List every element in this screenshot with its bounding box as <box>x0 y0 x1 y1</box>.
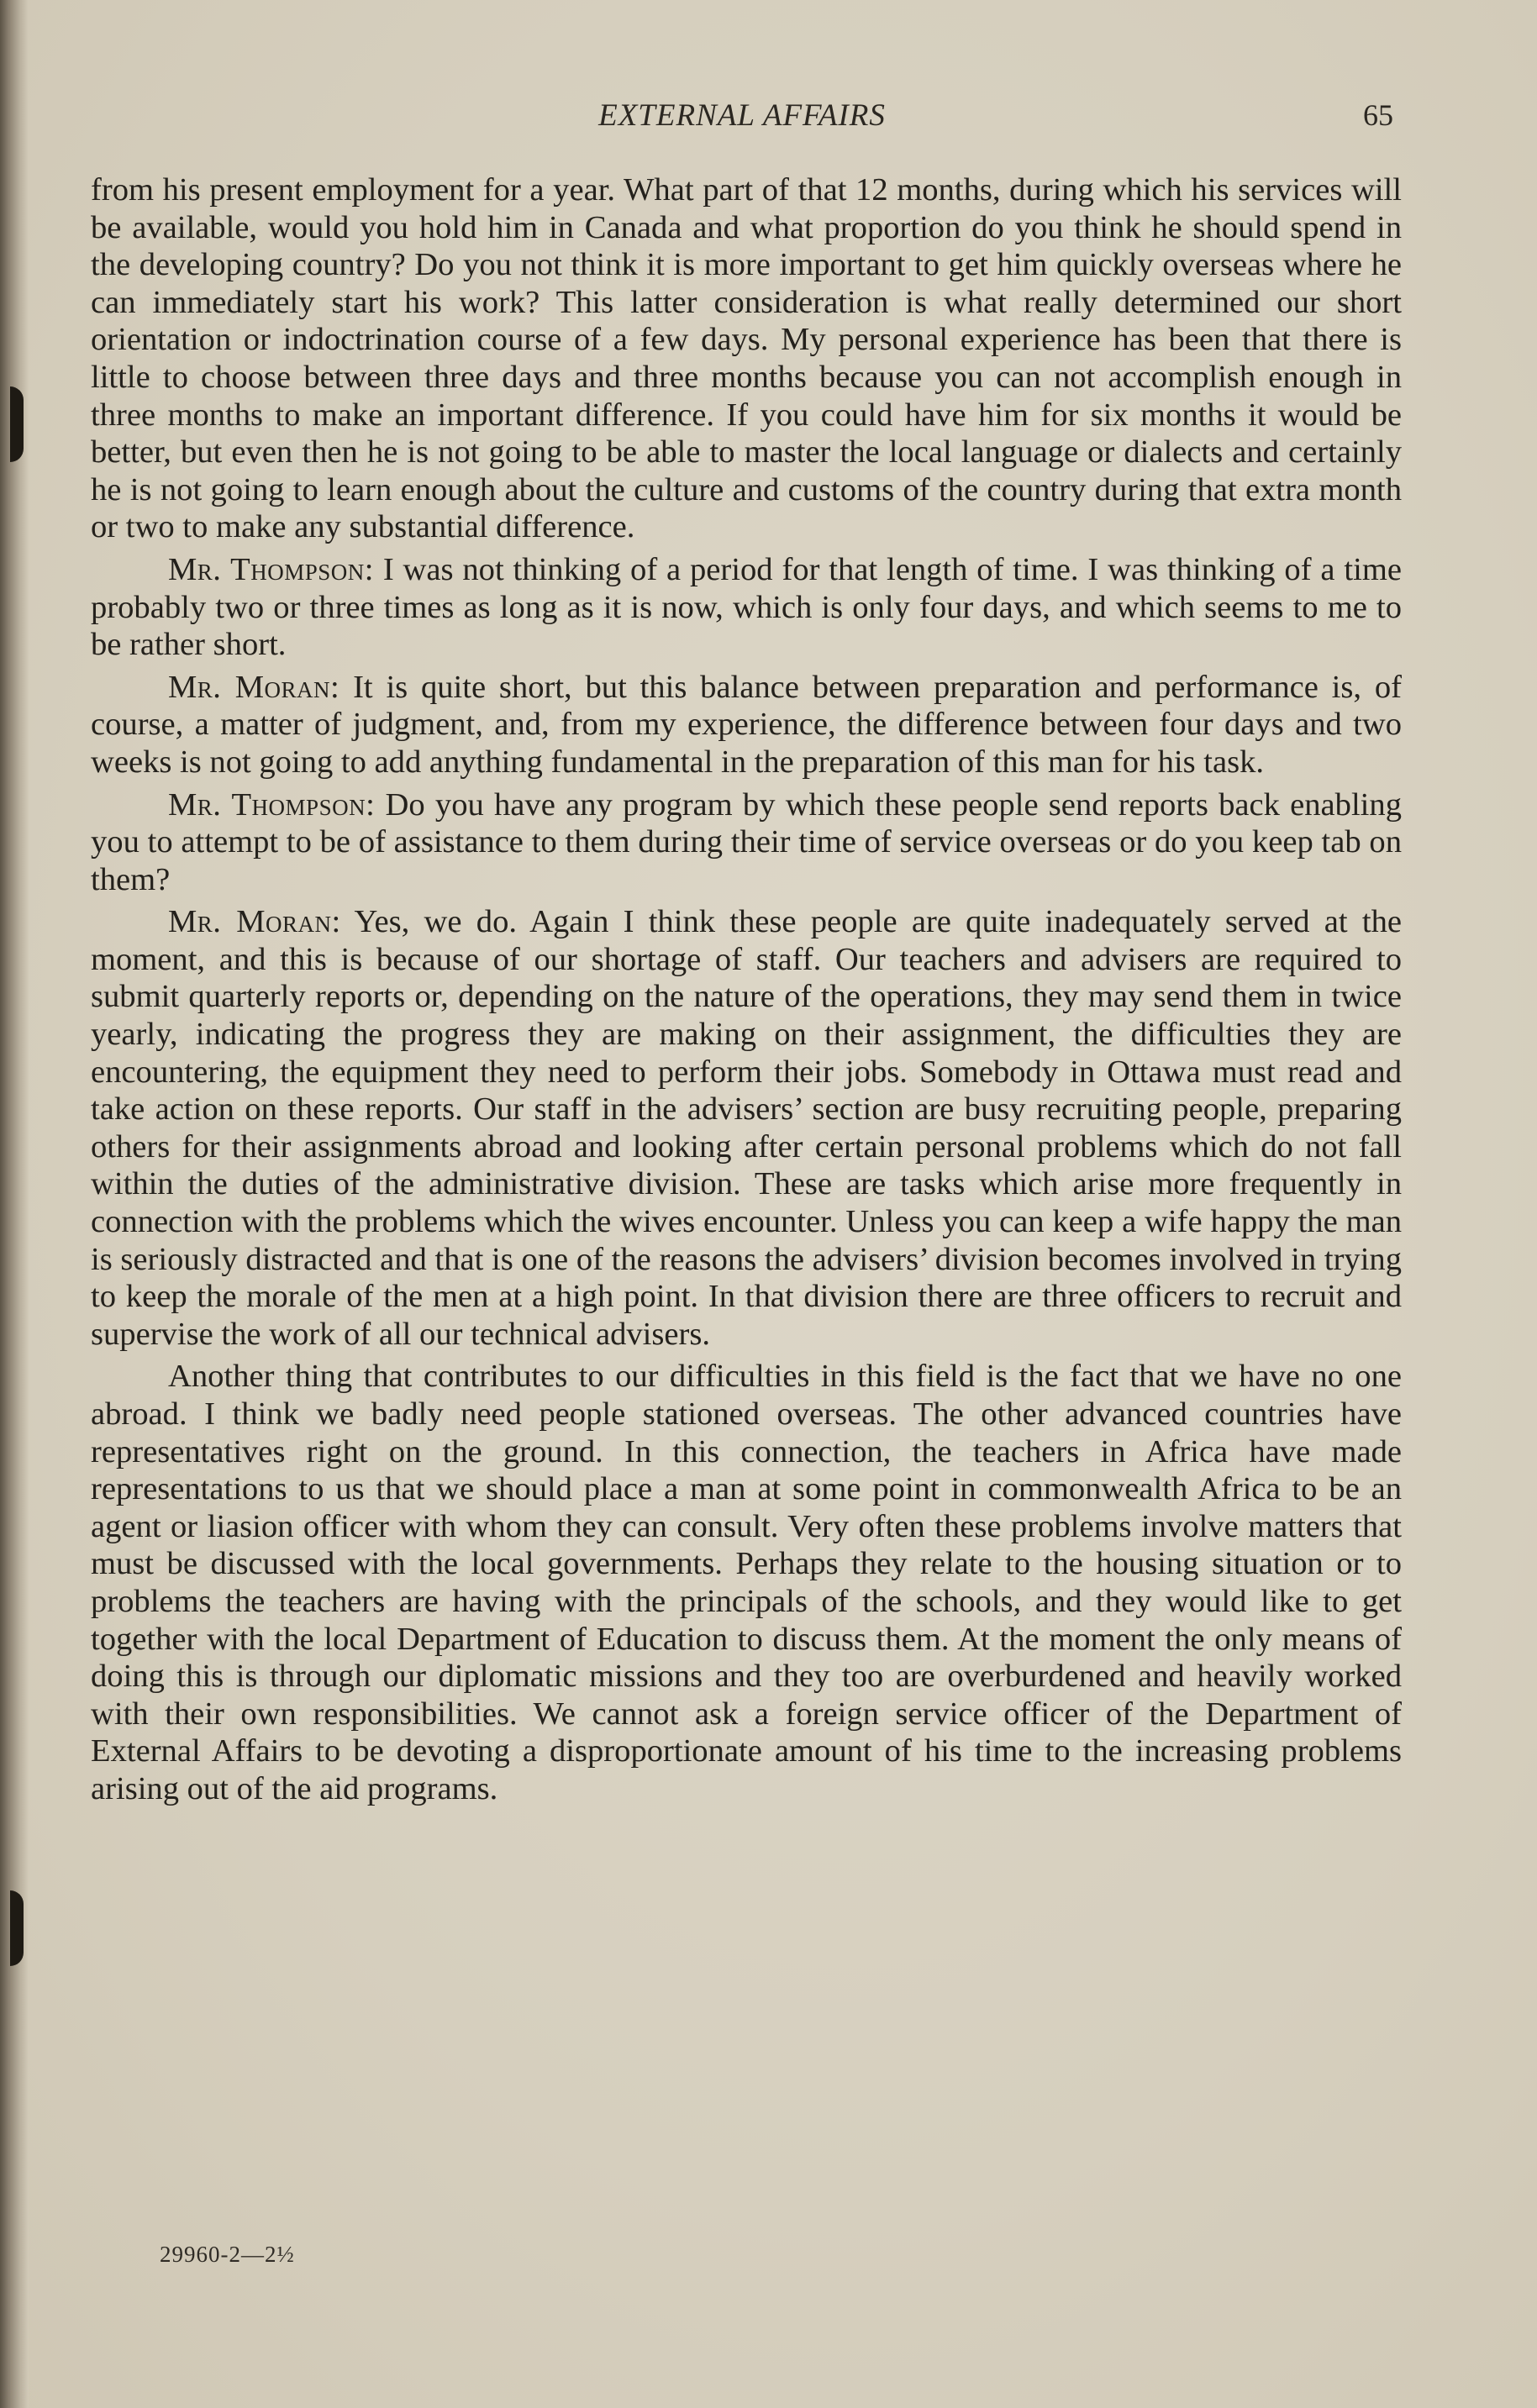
body-text <box>91 171 1402 1813</box>
paragraph-another-thing <box>91 1358 1402 1807</box>
page-header <box>91 97 1393 139</box>
paragraph-text: from his present employment for a year. What part of that 12 months, during which his services will be available, would you hold him in Canada and what proportion do you think he should spend in the developing country? Do you not think it is more important to get him quickly overseas where he can immediately start his work? This latter consideration is what really determined our short orientation or indoctrination course of a few days. My personal experience has been that there is little to choose between three days and three months because you can not accomplish enough in three months to make an important difference. If you could have him for six months it would be better, but even then he is not going to be able to master the local language or dialects and certainly he is not going to learn enough about the culture and customs of the country during that extra month or two to make any substantial difference. <box>91 172 1402 545</box>
paragraph-text: Do you have any program by which these people send reports back enabling you to attempt to be of assistance to them during their time of service overseas or do you keep tab on them? <box>91 786 1402 897</box>
paragraph-text: Yes, we do. Again I think these people are quite inadequately served at the moment, and this is because of our shortage of staff. Our teachers and advisers are required to submit quarterly reports or, depending on the nature of the operations, they may send them in twice yearly, indicating the progress they are making on their assignment, the difficulties they are encountering, the equipment they need to perform their jobs. Somebody in Ottawa must read and take action on these reports. Our staff in the advisers’ section are busy recruiting people, preparing others for their assignments abroad and looking after certain personal problems which do not fall within the duties of the administrative division. These are tasks which arise more frequently in connection with the problems which the wives encounter. Unless you can keep a wife happy the man is seriously distracted and that is one of the reasons the advisers’ division becomes involved in trying to keep the morale of the men at a high point. In that division there are three officers to recruit and supervise the work of all our technical advisers. <box>91 904 1403 1352</box>
paragraph-thompson-2 <box>91 786 1402 899</box>
speaker-name: Mr. Moran: <box>168 669 340 705</box>
binding-notch-upper <box>10 386 24 462</box>
speaker-name: Mr. Thompson: <box>168 786 376 823</box>
paragraph-moran-1 <box>91 669 1402 781</box>
binding-notch-lower <box>10 1890 24 1966</box>
paragraph-continuation <box>91 171 1402 546</box>
paragraph-thompson-1 <box>91 551 1402 664</box>
paragraph-text: Another thing that contributes to our difficulties in this field is the fact that we have no one abroad. I think we badly need people stationed overseas. The other advanced countries have representatives right on the ground. In this connection, the teachers in Africa have made representations to us that we should place a man at some point in commonwealth Africa to be an agent or liasion officer with whom they can consult. Very often these problems involve matters that must be discussed with the local governments. Perhaps they relate to the housing situation or to problems the teachers are having with the principals of the schools, and they would like to get together with the local Department of Education to discuss them. At the moment the only means of doing this is through our diplomatic missions and they too are overburdened and heavily worked with their own responsibilities. We cannot ask a foreign service officer of the Department of External Affairs to be devoting a disproportionate amount of his time to the increasing problems arising out of the aid programs. <box>91 1359 1402 1806</box>
running-head: EXTERNAL AFFAIRS <box>598 98 886 133</box>
paragraph-text: It is quite short, but this balance between preparation and performance is, of course, a matter of judgment, and, from my experience, the difference between four days and two weeks is not going to add anything fundamental in the preparation of this man for his task. <box>91 669 1402 780</box>
speaker-name: Mr. Thompson: <box>168 551 374 587</box>
paragraph-moran-2 <box>91 903 1402 1353</box>
page-number: 65 <box>1363 98 1393 132</box>
paragraph-text: I was not thinking of a period for that length of time. I was thinking of a time probably two or three times as long as it is now, which is only four days, and which seems to me to be rather short. <box>91 551 1402 663</box>
binding-edge <box>0 0 29 2408</box>
printer-code: 29960-2—2½ <box>160 2242 295 2267</box>
speaker-name: Mr. Moran: <box>168 904 341 940</box>
